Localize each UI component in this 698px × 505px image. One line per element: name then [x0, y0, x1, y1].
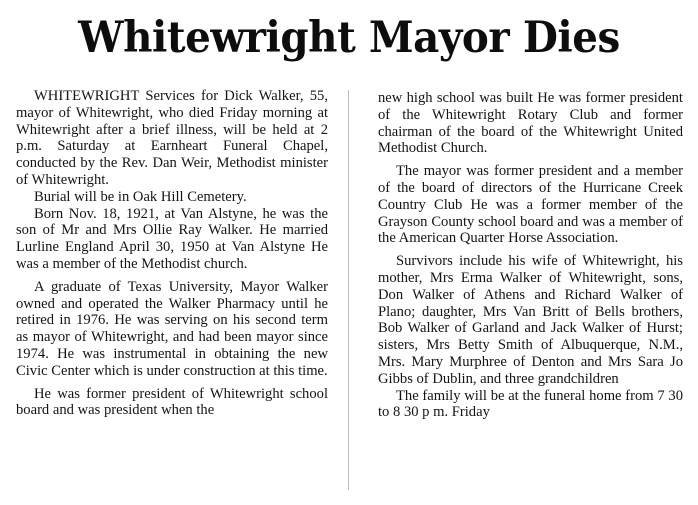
paragraph-visitation: The family will be at the funeral home from 7 30 to 8 30 p m. Friday	[378, 387, 683, 421]
right-column	[378, 90, 683, 421]
paragraph-burial: Burial will be in Oak Hill Cemetery.	[34, 188, 247, 205]
column-divider	[348, 90, 349, 490]
paragraph-school-board: He was former president of Whitewright school board and was president when the	[16, 385, 328, 419]
left-column	[16, 88, 328, 419]
paragraph-birth: Born Nov. 18, 1921, at Van Alstyne, he was the son of Mr and Mrs Ollie Ray Walker. He married Lurline England April 30, 1950 at Van Alstyne He was a member of the Methodist church.	[16, 205, 328, 272]
paragraph-career: A graduate of Texas University, Mayor Walker owned and operated the Walker Pharmacy until he retired in 1976. He was serving on his second term as mayor of Whitewright, and had been mayor since 1974. He was instrumental in obtaining the new Civic Center which is under construction at this time.	[16, 278, 328, 379]
paragraph-services: WHITEWRIGHT Services for Dick Walker, 55, mayor of Whitewright, who died Friday morning at Whitewright after a brief illness, will be held at 2 p.m. Saturday at Earnheart Funeral Chapel, conducted by the Rev. Dan Weir, Methodist minister of Whitewright.	[16, 88, 328, 188]
paragraph-survivors: Survivors include his wife of Whitewright, his mother, Mrs Erma Walker of Whitewright, sons, Don Walker of Athens and Richard Walker of Plano; daughter, Mrs Van Britt of Bells brothers, Bob Walker of Garland and Jack Walker of Hurst; sisters, Mrs Betty Smith of Albuquerque, N.M., Mrs. Mary Murphree of Denton and Mrs Sara Jo Gibbs of Dublin, and three grandchildren	[378, 253, 683, 387]
paragraph-continued: new high school was built He was former president of the Whitewright Rotary Club and former chairman of the board of the Whitewright United Methodist Church.	[378, 90, 683, 157]
paragraph-country-club: The mayor was former president and a member of the board of directors of the Hurricane Creek Country Club He was a former member of the Grayson County school board and was a member of the American Quarter Horse Association.	[378, 163, 683, 247]
headline: Whitewright Mayor Dies	[78, 13, 620, 63]
